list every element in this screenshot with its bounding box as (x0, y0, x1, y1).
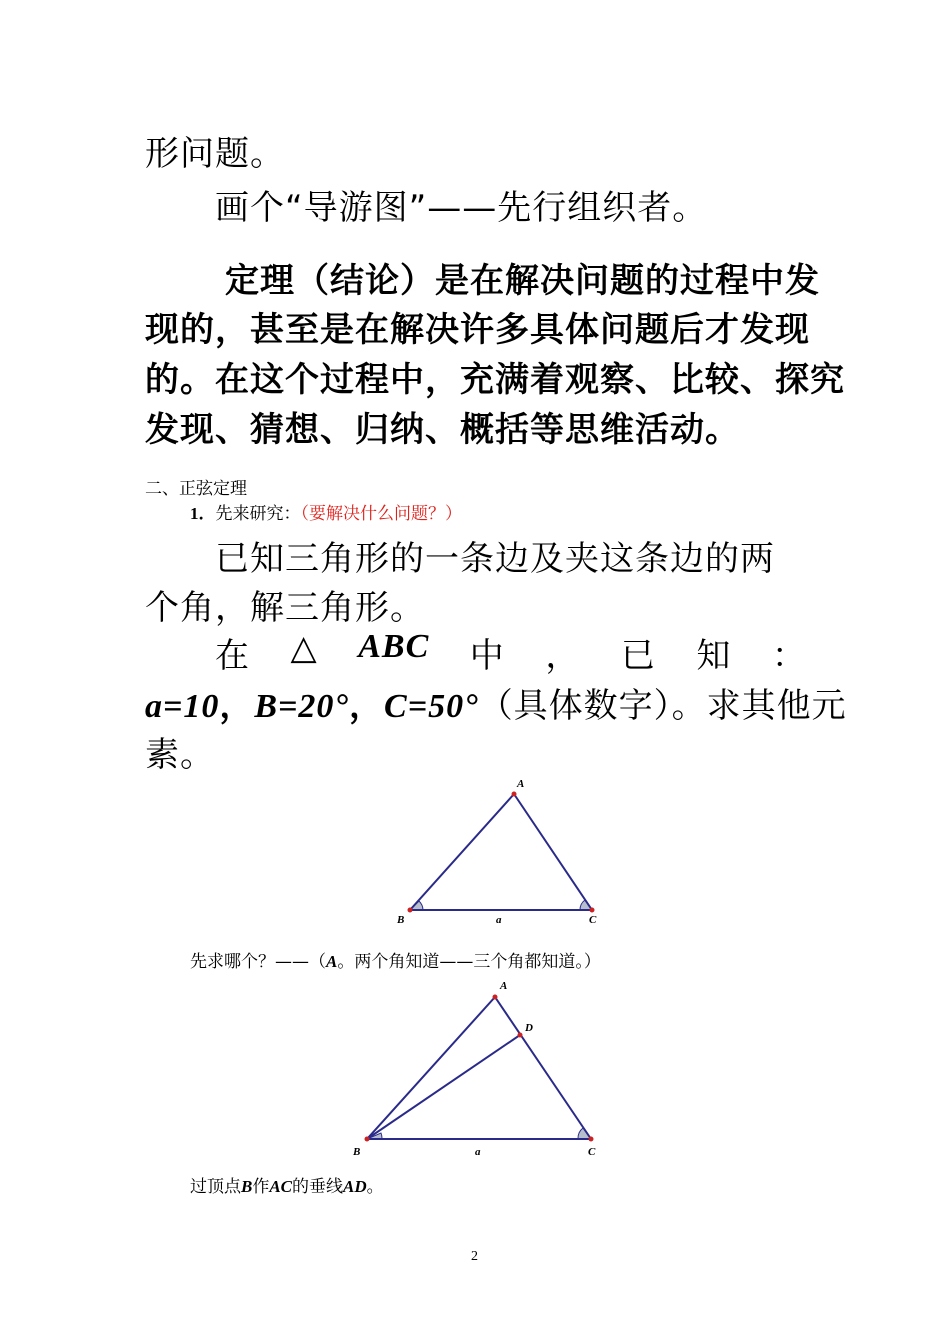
point-a (512, 792, 517, 797)
text: 的垂线 (292, 1177, 344, 1197)
math-var: AD (343, 1177, 367, 1196)
label-side-a: a (475, 1146, 481, 1158)
subsection-number: 1． (190, 504, 216, 523)
paragraph-line: 已知三角形的一条边及夹这条边的两 (215, 539, 775, 579)
math-var: AC (269, 1177, 293, 1196)
text: 先求哪个？——（ (190, 952, 326, 972)
label-a: A (500, 980, 508, 992)
triangle-figure-1 (380, 770, 620, 930)
paragraph-line: 画个“导游图”——先行组织者。 (215, 188, 708, 228)
point-b (408, 908, 413, 913)
punct: ： (771, 636, 807, 676)
point-d (518, 1033, 523, 1038)
side-ab (410, 794, 514, 910)
subsection-question: （要解决什么问题？） (300, 504, 462, 524)
paragraph-line: 现的，甚至是在解决许多具体问题后才发现 (145, 310, 810, 350)
label-c: C (589, 914, 597, 926)
paragraph-line: 发现、猜想、归纳、概括等思维活动。 (145, 410, 740, 450)
punct: ， (349, 686, 385, 726)
text: 。两个角知道——三个角都知道。） (337, 952, 601, 972)
label-c: C (588, 1146, 596, 1158)
point-c (590, 908, 595, 913)
math-var: ABC (358, 628, 430, 665)
page-number: 2 (471, 1249, 478, 1264)
punct: ， (545, 636, 581, 676)
point-a (493, 995, 498, 1000)
question-line (190, 1172, 384, 1197)
paragraph-line: 的。在这个过程中，充满着观察、比较、探究 (145, 360, 845, 400)
label-d: D (525, 1022, 533, 1034)
paragraph-line: 定理（结论）是在解决问题的过程中发 (225, 261, 820, 301)
text: 。 (366, 1177, 384, 1197)
math-var: A (326, 952, 338, 971)
side-ab (367, 997, 495, 1139)
text: 作 (252, 1177, 270, 1197)
question-line (190, 947, 601, 972)
segment-bd (367, 1035, 520, 1139)
paragraph-line (215, 628, 807, 677)
subsection-label: 先来研究： (215, 504, 301, 524)
math-expr: C=50° (384, 688, 479, 725)
label-b: B (397, 914, 405, 926)
subsection-heading (190, 499, 462, 524)
math-expr: B=20° (254, 688, 350, 725)
text: 过顶点 (190, 1177, 241, 1197)
label-b: B (353, 1146, 361, 1158)
text: （具体数字）。求其他元 (478, 686, 847, 726)
word: 知 (696, 636, 732, 676)
side-ac (495, 997, 591, 1139)
math-var: B (241, 1177, 253, 1196)
triangle-figure-2 (345, 975, 615, 1165)
label-a: A (517, 778, 525, 790)
paragraph-line (145, 678, 847, 727)
point-c (589, 1137, 594, 1142)
word: 已 (620, 636, 656, 676)
paragraph-line: 个角，解三角形。 (145, 588, 425, 628)
section-heading: 二、正弦定理 (145, 479, 247, 499)
point-b (365, 1137, 370, 1142)
word: 在 (215, 636, 250, 676)
punct: ， (219, 686, 255, 726)
triangle-symbol: △ (290, 628, 318, 668)
paragraph-line: 形问题。 (145, 134, 285, 174)
word: 中 (469, 636, 505, 676)
math-expr: a=10 (145, 688, 220, 725)
label-side-a: a (496, 914, 502, 926)
side-ac (514, 794, 592, 910)
paragraph-line: 素。 (145, 735, 215, 775)
